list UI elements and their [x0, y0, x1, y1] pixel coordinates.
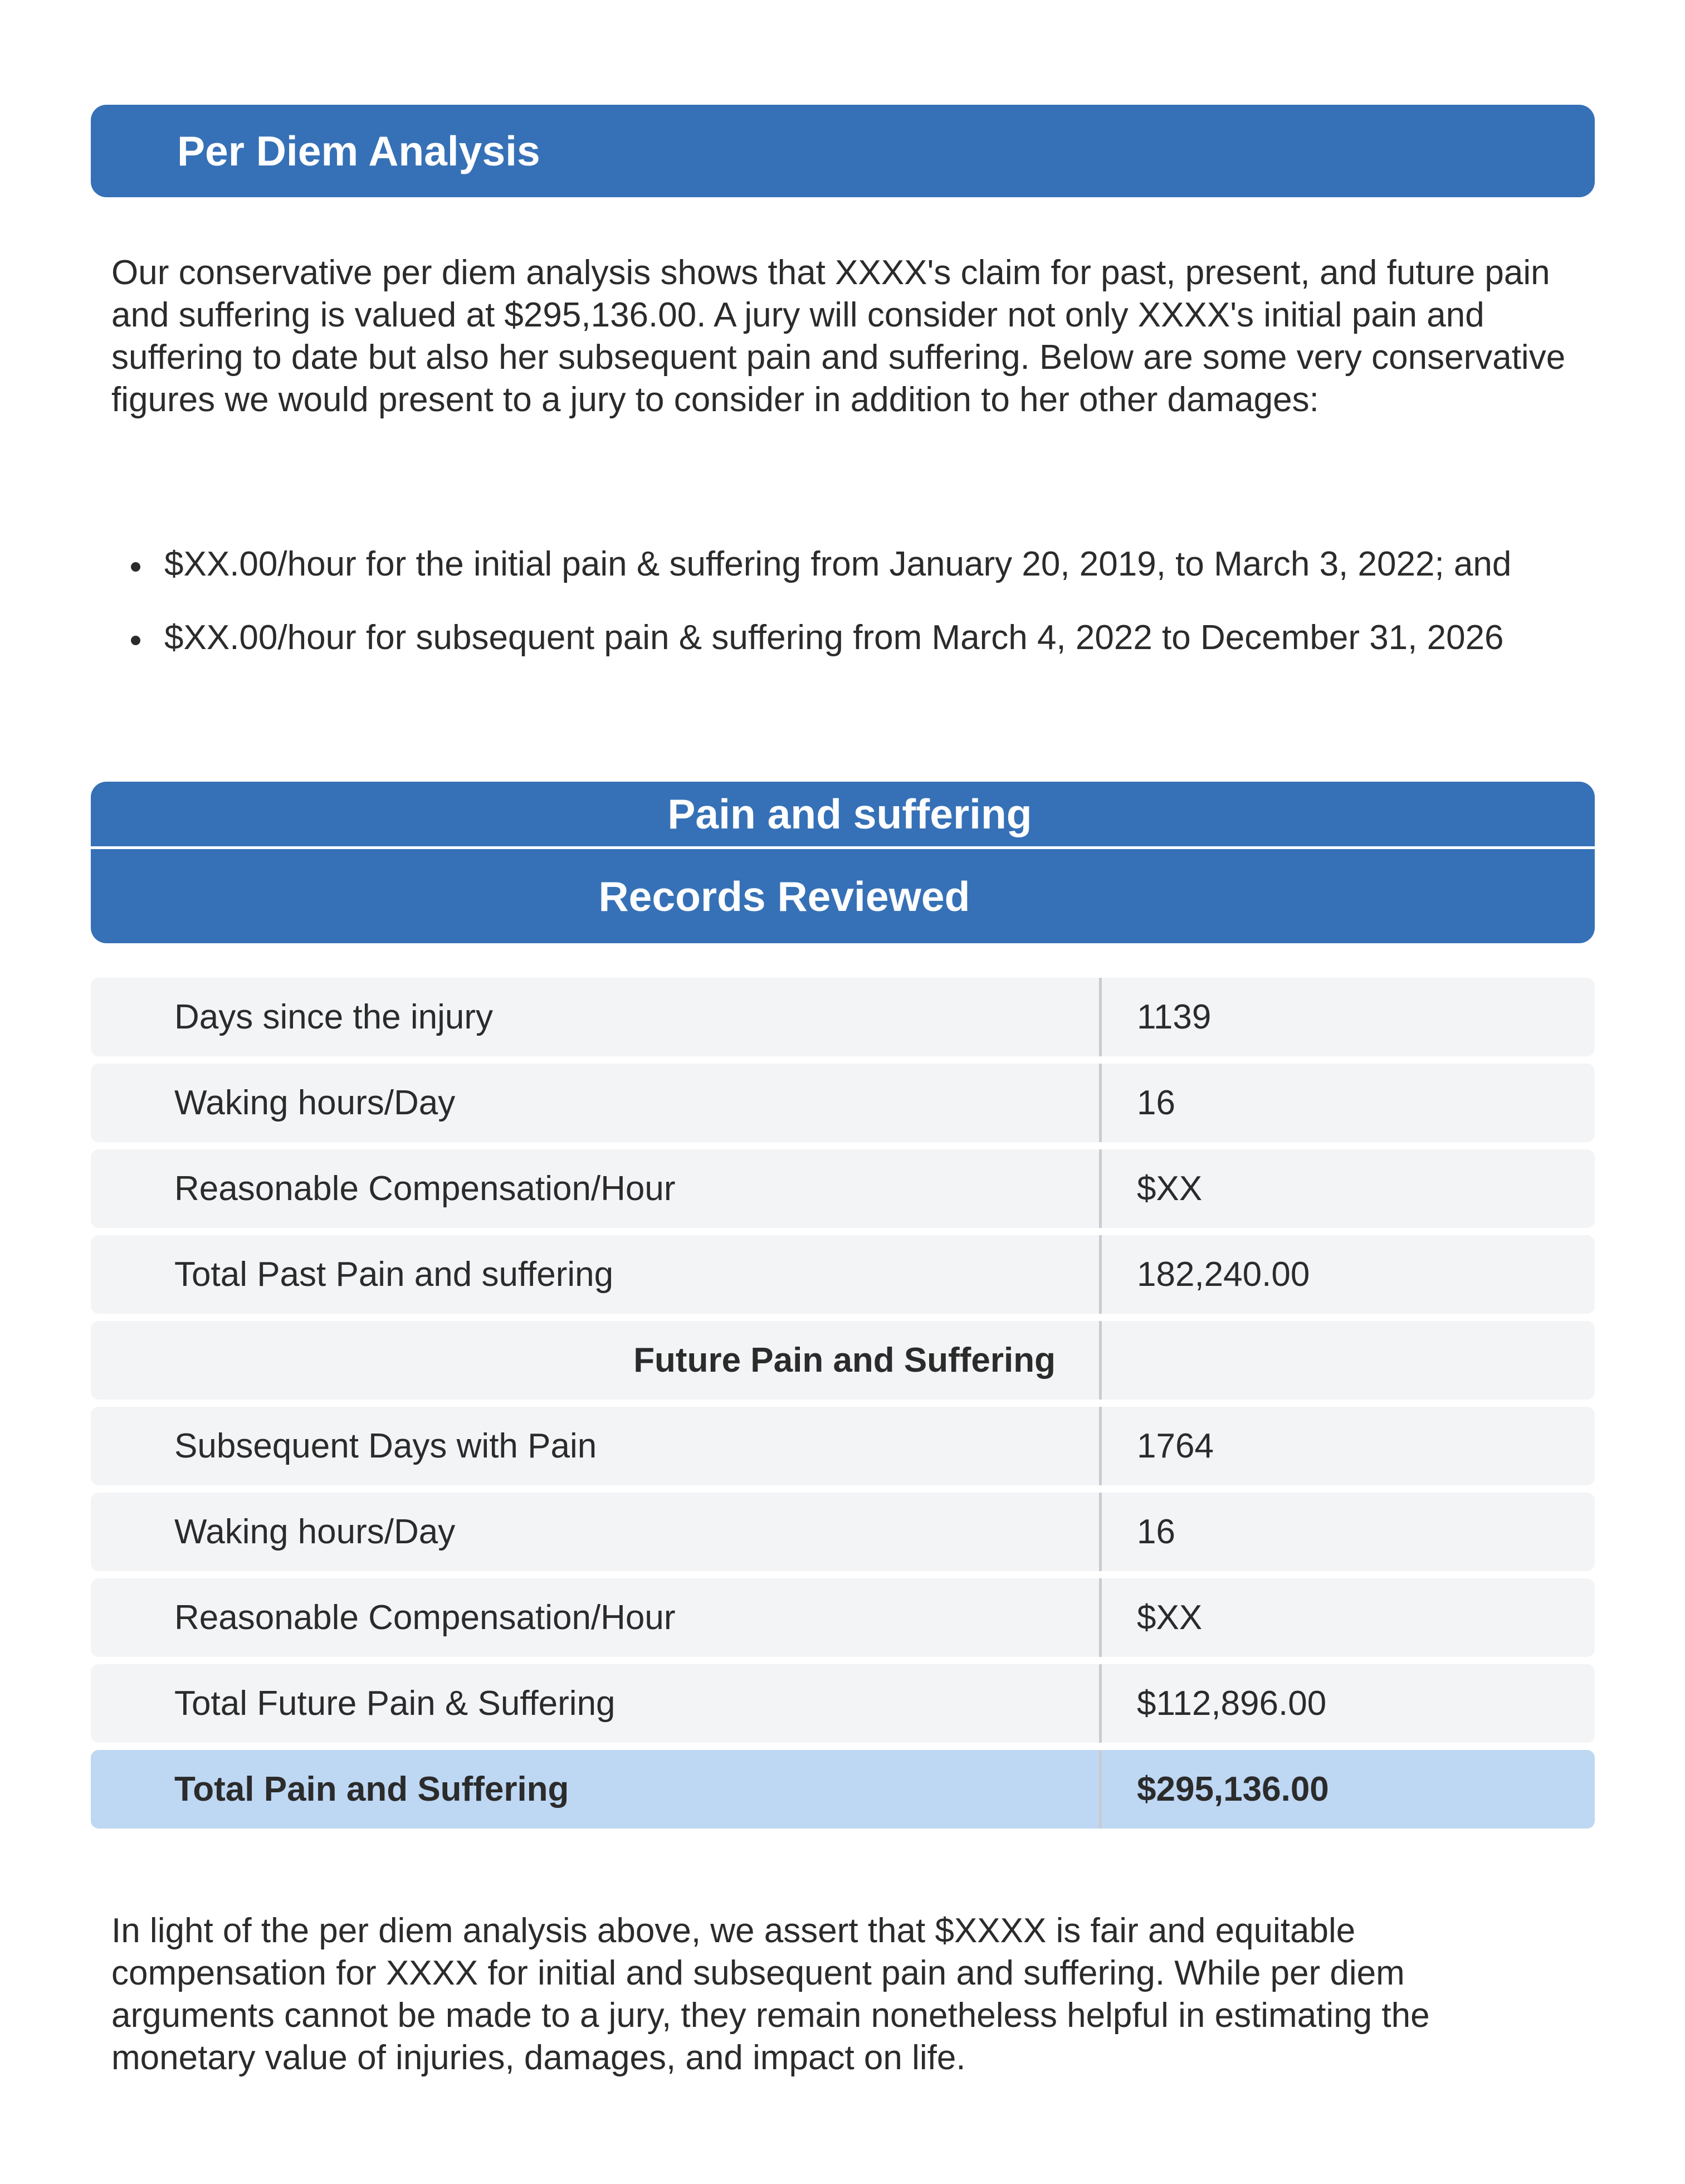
row-label: Total Past Pain and suffering: [91, 1235, 1102, 1314]
bullet-subsequent-rate: $XX.00/hour for subsequent pain & suffering from March 4, 2022 to December 31, 2026: [111, 617, 1576, 659]
table-row-days-since-injury: [91, 978, 1595, 1056]
table-row-waking-hours: [91, 1064, 1595, 1142]
table-header-title: Pain and suffering: [667, 791, 1032, 837]
table-row-total-past: [91, 1235, 1595, 1314]
table-header: [91, 782, 1595, 943]
section-header: [91, 105, 1595, 197]
row-label: Total Future Pain & Suffering: [91, 1664, 1102, 1743]
table-row-compensation-hour-future: [91, 1578, 1595, 1657]
table-row-compensation-hour: [91, 1149, 1595, 1228]
bullet-initial-rate: $XX.00/hour for the initial pain & suffering from January 20, 2019, to March 3, 2022; and: [111, 543, 1576, 586]
row-label: Subsequent Days with Pain: [91, 1407, 1102, 1485]
row-value: 16: [1137, 1513, 1175, 1551]
row-value: 16: [1137, 1084, 1175, 1122]
row-total-value: $295,136.00: [1137, 1770, 1329, 1808]
row-value: 1139: [1137, 998, 1212, 1036]
row-value: [1102, 1321, 1595, 1400]
table-header-subtitle: Records Reviewed: [598, 872, 970, 920]
row-label: Waking hours/Day: [91, 1493, 1102, 1571]
row-label: Days since the injury: [91, 978, 1102, 1056]
rate-bullet-list: [111, 543, 1576, 690]
row-value: $XX: [1137, 1169, 1203, 1208]
table-row-subsequent-days: [91, 1407, 1595, 1485]
row-total-label: Total Pain and Suffering: [91, 1750, 1102, 1829]
closing-paragraph: In light of the per diem analysis above, we assert that $XXXX is fair and equitable compensation for XXXX for initial and subsequent pain and suffering. While per diem arguments cannot be made to a jury, they remain nonetheless helpful in estimating the monetary value of injuries, damages, and impact on life.: [111, 1912, 1430, 2077]
pain-suffering-table: [91, 978, 1595, 1836]
row-value: 1764: [1137, 1427, 1214, 1465]
row-label: Waking hours/Day: [91, 1064, 1102, 1142]
row-value: $112,896.00: [1137, 1684, 1327, 1723]
table-row-waking-hours-future: [91, 1493, 1595, 1571]
row-subheader-label: Future Pain and Suffering: [91, 1321, 1102, 1400]
row-value: 182,240.00: [1137, 1255, 1310, 1294]
section-title: Per Diem Analysis: [177, 128, 540, 174]
table-row-total-future: [91, 1664, 1595, 1743]
row-label: Reasonable Compensation/Hour: [91, 1149, 1102, 1228]
row-label: Reasonable Compensation/Hour: [91, 1578, 1102, 1657]
intro-paragraph: Our conservative per diem analysis shows that XXXX's claim for past, present, and future pain and suffering is valued at $295,136.00. A jury will consider not only XXXX's initial pain and suffering to date but also her subsequent pain and suffering. Below are some very conservative figures we would present to a jury to consider in addition to her other damages:: [111, 254, 1566, 419]
table-row-grand-total: [91, 1750, 1595, 1829]
row-value: $XX: [1137, 1598, 1203, 1637]
table-row-future-subheader: [91, 1321, 1595, 1400]
